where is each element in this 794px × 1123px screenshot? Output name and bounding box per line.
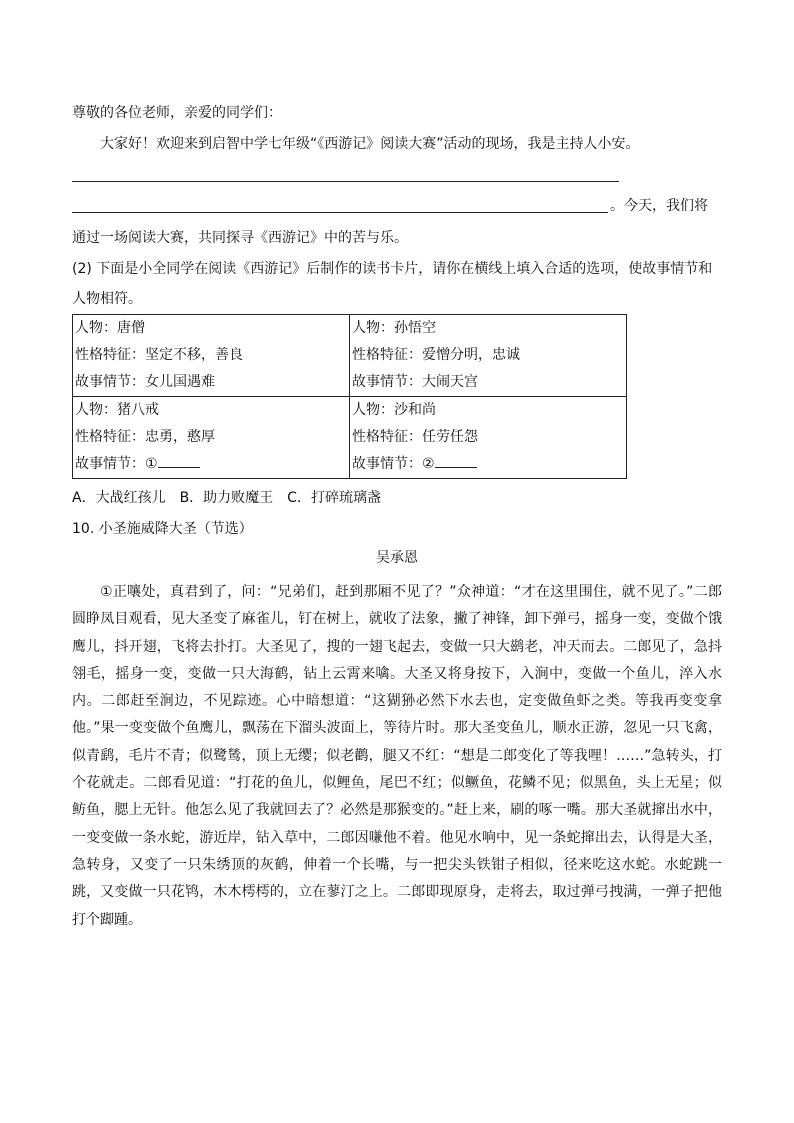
card-zhubajie: [73, 397, 350, 479]
card-trait: 性格特征：爱憎分明，忠诚: [352, 347, 520, 363]
question-2-prompt-cont: 人物相符。: [72, 291, 142, 307]
passage: [72, 579, 722, 934]
card-plot-row: [75, 451, 349, 478]
card-plot: 故事情节：②: [352, 456, 435, 472]
question-10-title: 10. 小圣施威降大圣（节选）: [72, 521, 253, 537]
question-2-prompt: (2) 下面是小全同学在阅读《西游记》后制作的读书卡片，请你在横线上填入合适的选项，使故事情节和: [72, 261, 713, 277]
card-trait: 性格特征：忠勇，憨厚: [75, 429, 215, 445]
card-trait: 性格特征：任劳任怨: [352, 429, 478, 445]
card-person: 人物：孙悟空: [352, 320, 436, 336]
answer-blank-line-1[interactable]: [72, 181, 619, 182]
card-plot: 故事情节：①: [75, 456, 158, 472]
card-plot: 故事情节：大闹天宫: [352, 374, 478, 390]
answer-blank-2[interactable]: [435, 453, 477, 468]
reading-cards-table: [72, 314, 627, 479]
passage-paragraph-1: ①正嚷处，真君到了，问：“兄弟们，赶到那厢不见了？”众神道：“才在这里围住，就不见了。”二郎圆睁凤目观看，见大圣变了麻雀儿，钉在树上，就收了法象，撇了神锋，卸下弹弓，摇身一变，变做个饿鹰儿，抖开翅，飞将去扑打。大圣见了，搜的一翅飞起去，变做一只大鹚老，冲天而去。二郎见了，急抖翎毛，摇身一变，变做一只大海鹤，钻上云霄来噙。大圣又将身按下，入涧中，变做一个鱼儿，淬入水内。二郎赶至涧边，不见踪迹。心中暗想道：“这猢狲必然下水去也，定变做鱼虾之类。等我再变变拿他。”果一变变做个鱼鹰儿，飘荡在下溜头波面上，等待片时。那大圣变鱼儿，顺水正游，忽见一只飞禽，似青鹞，毛片不青；似鹭鸶，顶上无缨；似老鹳，腿又不红：“想是二郎变化了等我哩！……”急转头，打个花就走。二郎看见道：“打花的鱼儿，似鲤鱼，尾巴不红；似鳜鱼，花鳞不见；似黑鱼，头上无星；似鲂鱼，腮上无针。他怎么见了我就回去了？必然是那猴变的。”赶上来，刷的啄一嘴。那大圣就撺出水中，一变变做一条水蛇，游近岸，钻入草中，二郎因嗛他不着。他见水响中，见一条蛇撺出去，认得是大圣，急转身，又变了一只朱绣顶的灰鹤，伸着一个长嘴，与一把尖头铁钳子相似，径来吃这水蛇。水蛇跳一跳，又变做一只花鸨，木木樗樗的，立在蓼汀之上。二郎即现原身，走将去，取过弹弓拽满，一弹子把他打个踋踵。: [72, 584, 722, 928]
answer-blank-1[interactable]: [158, 453, 200, 468]
card-shaheshang: [350, 397, 627, 479]
card-person: 人物：沙和尚: [352, 402, 436, 418]
author-name: 吴承恩: [376, 550, 418, 566]
after-blank-text: 。今天，我们将: [610, 198, 708, 214]
card-person: 人物：唐僧: [75, 320, 145, 336]
card-tangseng: [73, 315, 350, 397]
card-person: 人物：猪八戒: [75, 402, 159, 418]
card-plot: 故事情节：女儿国遇难: [75, 374, 215, 390]
answer-blank-line-2[interactable]: [72, 212, 608, 213]
greeting: 尊敬的各位老师，亲爱的同学们：: [72, 105, 282, 121]
card-trait: 性格特征：坚定不移，善良: [75, 347, 243, 363]
card-sunwukong: [350, 315, 627, 397]
answer-options: A．大战红孩儿 B．助力败魔王 C．打碎琉璃盏: [72, 490, 381, 506]
welcome-text: 大家好！欢迎来到启智中学七年级“《西游记》阅读大赛”活动的现场，我是主持人小安。: [100, 136, 640, 152]
closing-text: 通过一场阅读大赛，共同探寻《西游记》中的苦与乐。: [72, 230, 408, 246]
card-plot-row: [352, 451, 626, 478]
